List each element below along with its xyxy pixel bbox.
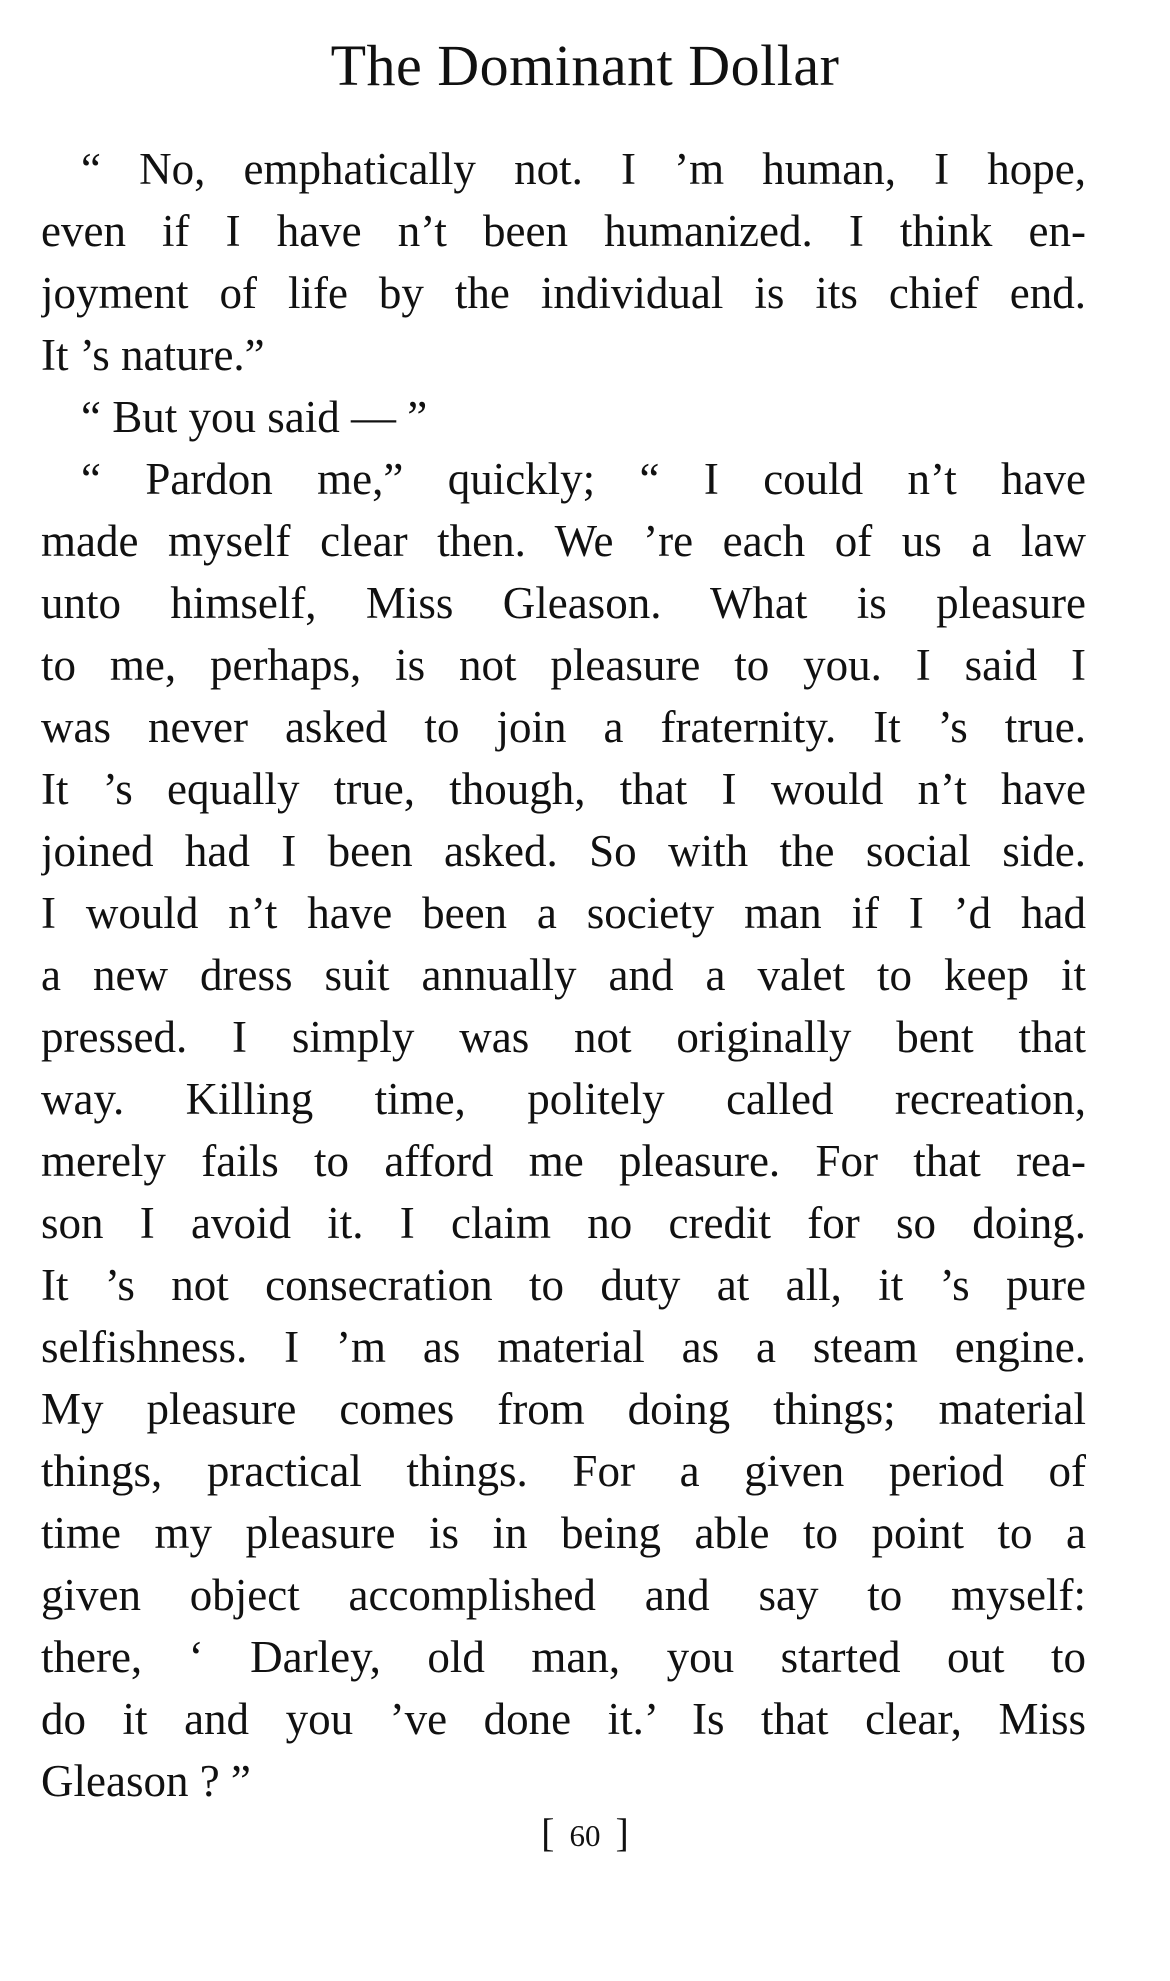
text-line: selfishness. I ’m as material as a steam engine. <box>41 1322 1086 1372</box>
text-line: was never asked to join a fraternity. It ’s true. <box>41 702 1086 752</box>
text-line: even if I have n’t been humanized. I think en- <box>41 206 1086 256</box>
folio-number: 60 <box>569 1818 601 1853</box>
text-line: joyment of life by the individual is its chief end. <box>41 268 1086 318</box>
folio-open-bracket: [ <box>541 1810 555 1855</box>
text-line: to me, perhaps, is not pleasure to you. I said I <box>41 640 1086 690</box>
text-line: “ Pardon me,” quickly; “ I could n’t have <box>81 454 1086 504</box>
text-line: there, ‘ Darley, old man, you started out to <box>41 1632 1086 1682</box>
text-line: unto himself, Miss Gleason. What is pleasure <box>41 578 1086 628</box>
text-line: given object accomplished and say to myself: <box>41 1570 1086 1620</box>
text-line: My pleasure comes from doing things; material <box>41 1384 1086 1434</box>
text-line: way. Killing time, politely called recreation, <box>41 1074 1086 1124</box>
text-line: “ No, emphatically not. I ’m human, I hope, <box>81 144 1086 194</box>
text-line: made myself clear then. We ’re each of us a law <box>41 516 1086 566</box>
text-line: “ But you said — ” <box>81 392 428 442</box>
text-line: It ’s not consecration to duty at all, it ’s pure <box>41 1260 1086 1310</box>
text-line: I would n’t have been a society man if I ’d had <box>41 888 1086 938</box>
text-line: time my pleasure is in being able to point to a <box>41 1508 1086 1558</box>
text-line: It ’s equally true, though, that I would n’t have <box>41 764 1086 814</box>
text-line: son I avoid it. I claim no credit for so doing. <box>41 1198 1086 1248</box>
folio-close-bracket: ] <box>615 1810 629 1855</box>
running-head: The Dominant Dollar <box>330 33 840 98</box>
text-line: pressed. I simply was not originally bent that <box>41 1012 1086 1062</box>
text-line: joined had I been asked. So with the social side. <box>41 826 1086 876</box>
body-text <box>41 138 1086 1812</box>
text-line: things, practical things. For a given period of <box>41 1446 1086 1496</box>
text-line: a new dress suit annually and a valet to keep it <box>41 950 1086 1000</box>
page-number <box>0 1808 1170 1861</box>
text-line: do it and you ’ve done it.’ Is that clear, Miss <box>41 1694 1086 1744</box>
text-line: It ’s nature.” <box>41 330 265 380</box>
text-line: merely fails to afford me pleasure. For that rea- <box>41 1136 1086 1186</box>
text-line: Gleason ? ” <box>41 1756 251 1806</box>
